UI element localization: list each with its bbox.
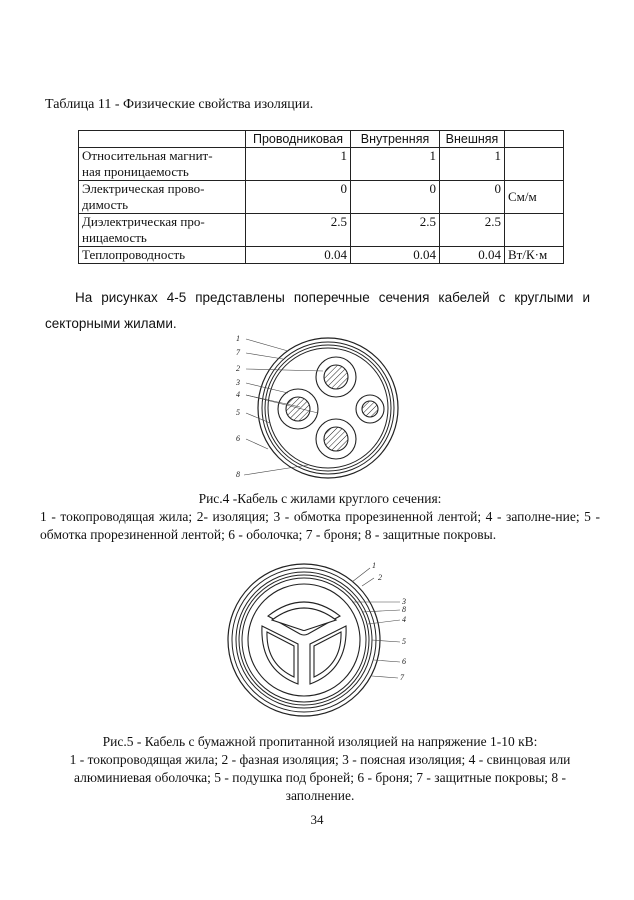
fig5-label: 7 [400, 673, 404, 682]
cell-unit: Вт/К·м [505, 247, 564, 264]
fig4-label: 8 [236, 470, 240, 479]
figure-round-cable [228, 333, 408, 483]
cell-value: 0.04 [440, 247, 505, 264]
properties-table [78, 130, 564, 264]
leader-lines [352, 568, 400, 678]
fig4-label: 7 [236, 348, 240, 357]
header-outer: Внешняя [440, 131, 505, 148]
figure5-caption-text: 1 - токопроводящая жила; 2 - фазная изоляция; 3 - поясная изоляция; 4 - свинцовая или алюминиевая оболочка; 5 - подушка под броней; 6 - броня; 7 - защитные покровы; 8 - заполнение. [69, 752, 571, 803]
row-label [79, 148, 246, 181]
row-label: Теплопроводность [79, 247, 246, 264]
figure4-caption-text: 1 - токопроводящая жила; 2- изоляция; 3 - обмотка прорезиненной лентой; 4 - заполне-ние; 5 - обмотка прорезиненной лентой; 6 - оболочка; 7 - броня; 8 - защитные покровы. [40, 509, 600, 542]
row-label [79, 214, 246, 247]
header-cell-empty [79, 131, 246, 148]
row-label-line: ницаемость [82, 230, 147, 245]
fig5-label: 8 [402, 605, 406, 614]
table-row [79, 148, 564, 181]
header-unit-empty [505, 131, 564, 148]
row-label-line: димость [82, 197, 129, 212]
table-header-row [79, 131, 564, 148]
fig5-label: 4 [402, 615, 406, 624]
cell-value: 1 [351, 148, 440, 181]
cell-value: 0 [440, 181, 505, 214]
cell-value: 0 [351, 181, 440, 214]
cell-value: 0 [246, 181, 351, 214]
cell-unit [505, 214, 564, 247]
fig4-label: 3 [236, 378, 240, 387]
row-label-line: Диэлектрическая про- [82, 214, 205, 229]
fig5-label: 1 [372, 561, 376, 570]
figure-sector-cable [222, 560, 412, 720]
row-label [79, 181, 246, 214]
fig4-label: 6 [236, 434, 240, 443]
cable-cores [278, 357, 384, 459]
figure5-caption [40, 733, 600, 805]
fig4-label: 5 [236, 408, 240, 417]
body-paragraph: На рисунках 4-5 представлены поперечные сечения кабелей с круглыми и секторными жилами. [45, 290, 590, 331]
cell-value: 2.5 [351, 214, 440, 247]
table-caption: Таблица 11 - Физические свойства изоляции. [45, 97, 314, 112]
row-label-line: Относительная магнит- [82, 148, 213, 163]
cell-value: 0.04 [351, 247, 440, 264]
figure4-caption [40, 490, 600, 544]
header-conductor: Проводниковая [246, 131, 351, 148]
cable-outer-rings [228, 564, 380, 716]
cell-unit [505, 148, 564, 181]
fig4-label: 4 [236, 390, 240, 399]
row-label-line: Электрическая прово- [82, 181, 205, 196]
cell-value: 1 [246, 148, 351, 181]
page-number: 34 [310, 812, 324, 827]
fig4-label: 2 [236, 364, 240, 373]
figure5-caption-title: Рис.5 - Кабель с бумажной пропитанной изоляцией на напряжение 1-10 кВ: [102, 734, 538, 749]
fig5-label: 6 [402, 657, 406, 666]
cell-value: 0.04 [246, 247, 351, 264]
fig4-label: 1 [236, 334, 240, 343]
row-label-line: ная проницаемость [82, 164, 189, 179]
cell-value: 2.5 [440, 214, 505, 247]
sector-cores [262, 602, 346, 684]
header-inner: Внутренняя [351, 131, 440, 148]
fig5-label: 3 [402, 597, 406, 606]
fig5-label: 2 [378, 573, 382, 582]
cell-value: 1 [440, 148, 505, 181]
cell-unit: См/м [505, 181, 564, 214]
fig5-label: 5 [402, 637, 406, 646]
figure4-caption-title: Рис.4 -Кабель с жилами круглого сечения: [198, 491, 442, 506]
cell-value: 2.5 [246, 214, 351, 247]
table-row [79, 247, 564, 264]
table-row [79, 214, 564, 247]
table-row [79, 181, 564, 214]
